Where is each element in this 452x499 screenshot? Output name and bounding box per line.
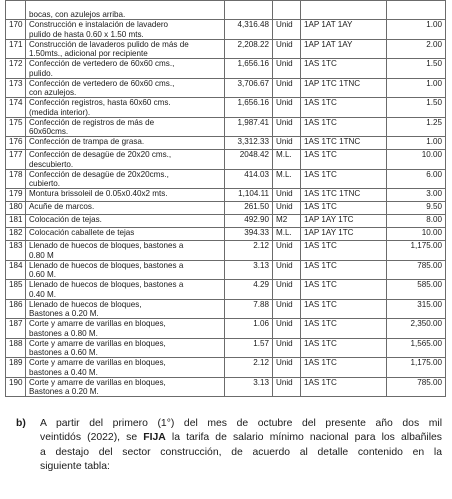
unit-price-cell: 1,987.41 bbox=[225, 117, 273, 137]
table-row bbox=[6, 358, 446, 378]
unit-cell: Unid bbox=[273, 59, 301, 79]
description-cell bbox=[26, 319, 225, 339]
unit-cell: M.L. bbox=[273, 150, 301, 170]
description-line: 60x60cms. bbox=[29, 127, 69, 137]
description-line: Confección de desagüe de 20x20cms., bbox=[29, 169, 169, 179]
table-row bbox=[6, 241, 446, 261]
quantity-cell: 9.50 bbox=[387, 202, 446, 215]
table-row bbox=[6, 338, 446, 358]
unit-cell: Unid bbox=[273, 260, 301, 280]
table-row bbox=[6, 280, 446, 300]
description-line: Corte y amarre de varillas en bloques, bbox=[29, 358, 166, 368]
description-cell bbox=[26, 1, 225, 20]
table-row bbox=[6, 202, 446, 215]
table-row bbox=[6, 20, 446, 40]
quantity-cell: 3.00 bbox=[387, 189, 446, 202]
unit-price-cell: 2.12 bbox=[225, 241, 273, 261]
quantity-cell: 315.00 bbox=[387, 299, 446, 319]
item-number-cell bbox=[6, 1, 26, 20]
paragraph-line-4: siguiente tabla: bbox=[40, 461, 110, 473]
labor-code-cell: 1AS 1TC bbox=[301, 260, 387, 280]
unit-price-cell: 1.57 bbox=[225, 338, 273, 358]
item-number-cell: 188 bbox=[6, 338, 26, 358]
description-cell bbox=[26, 260, 225, 280]
labor-code-cell: 1AS 1TC 1TNC bbox=[301, 137, 387, 150]
description-line: bastones a 0.80 M. bbox=[29, 328, 98, 338]
item-number-cell: 184 bbox=[6, 260, 26, 280]
unit-cell: Unid bbox=[273, 39, 301, 59]
quantity-cell: 785.00 bbox=[387, 377, 446, 397]
unit-price-cell: 414.03 bbox=[225, 169, 273, 189]
description-line: Confección de desagüe de 20x20 cms., bbox=[29, 150, 172, 160]
labor-code-cell: 1AS 1TC bbox=[301, 150, 387, 170]
quantity-cell: 2.00 bbox=[387, 39, 446, 59]
description-line: Bastones a 0.20 M. bbox=[29, 387, 99, 397]
description-line: bastones a 0.60 M. bbox=[29, 348, 98, 358]
unit-cell: Unid bbox=[273, 202, 301, 215]
quantity-cell: 1,565.00 bbox=[387, 338, 446, 358]
item-number-cell: 190 bbox=[6, 377, 26, 397]
description-cell bbox=[26, 228, 225, 241]
labor-code-cell: 1AS 1TC 1TNC bbox=[301, 189, 387, 202]
unit-price-cell: 2,208.22 bbox=[225, 39, 273, 59]
description-line: Llenado de huecos de bloques, bastones a bbox=[29, 280, 184, 290]
description-line: con azulejos. bbox=[29, 88, 77, 98]
unit-cell: Unid bbox=[273, 189, 301, 202]
description-line: Confección de registros de más de bbox=[29, 117, 155, 127]
unit-cell: Unid bbox=[273, 98, 301, 118]
table-row bbox=[6, 78, 446, 98]
labor-code-cell: 1AS 1TC bbox=[301, 98, 387, 118]
description-line: Llenado de huecos de bloques, bastones a bbox=[29, 260, 184, 270]
unit-cell: Unid bbox=[273, 338, 301, 358]
unit-price-cell: 261.50 bbox=[225, 202, 273, 215]
description-cell bbox=[26, 338, 225, 358]
quantity-cell: 1.25 bbox=[387, 117, 446, 137]
description-cell bbox=[26, 202, 225, 215]
unit-cell: Unid bbox=[273, 299, 301, 319]
table-row bbox=[6, 150, 446, 170]
description-cell bbox=[26, 280, 225, 300]
description-cell bbox=[26, 59, 225, 79]
description-line: Llenado de huecos de bloques, bastones a bbox=[29, 241, 184, 251]
item-number-cell: 178 bbox=[6, 169, 26, 189]
description-line: Llenado de huecos de bloques, bbox=[29, 299, 142, 309]
quantity-cell: 785.00 bbox=[387, 260, 446, 280]
item-number-cell: 185 bbox=[6, 280, 26, 300]
price-table bbox=[5, 0, 446, 397]
labor-code-cell: 1AS 1TC bbox=[301, 319, 387, 339]
description-cell bbox=[26, 78, 225, 98]
labor-code-cell: 1AS 1TC bbox=[301, 358, 387, 378]
description-line: bastones a 0.40 M. bbox=[29, 367, 98, 377]
paragraph-b bbox=[16, 417, 442, 475]
item-number-cell: 173 bbox=[6, 78, 26, 98]
item-number-cell: 174 bbox=[6, 98, 26, 118]
quantity-cell: 1.00 bbox=[387, 137, 446, 150]
description-cell bbox=[26, 169, 225, 189]
quantity-cell: 1.50 bbox=[387, 59, 446, 79]
table-row bbox=[6, 228, 446, 241]
description-line: 0.40 M. bbox=[29, 289, 56, 299]
description-cell bbox=[26, 241, 225, 261]
description-line: Confección registros, hasta 60x60 cms. bbox=[29, 98, 171, 108]
description-cell bbox=[26, 150, 225, 170]
quantity-cell: 2,350.00 bbox=[387, 319, 446, 339]
item-number-cell: 180 bbox=[6, 202, 26, 215]
table-row bbox=[6, 39, 446, 59]
unit-price-cell: 7.88 bbox=[225, 299, 273, 319]
item-number-cell: 183 bbox=[6, 241, 26, 261]
labor-code-cell: 1AS 1TC bbox=[301, 117, 387, 137]
quantity-cell: 585.00 bbox=[387, 280, 446, 300]
unit-price-cell: 4.29 bbox=[225, 280, 273, 300]
labor-code-cell: 1AS 1TC bbox=[301, 59, 387, 79]
description-cell bbox=[26, 98, 225, 118]
description-line: Colocación caballete de tejas bbox=[29, 228, 135, 238]
table-row bbox=[6, 319, 446, 339]
description-line bbox=[29, 1, 221, 10]
table-row bbox=[6, 299, 446, 319]
description-line: descubierto. bbox=[29, 159, 74, 169]
description-line: cubierto. bbox=[29, 179, 61, 189]
item-number-cell: 179 bbox=[6, 189, 26, 202]
quantity-cell: 10.00 bbox=[387, 228, 446, 241]
description-cell bbox=[26, 377, 225, 397]
description-line: Construcción de lavaderos pulido de más de bbox=[29, 39, 189, 49]
description-line: Corte y amarre de varillas en bloques, bbox=[29, 377, 166, 387]
table-row bbox=[6, 137, 446, 150]
description-cell bbox=[26, 358, 225, 378]
unit-cell: Unid bbox=[273, 319, 301, 339]
labor-code-cell: 1AS 1TC bbox=[301, 280, 387, 300]
labor-code-cell: 1AP 1AT 1AY bbox=[301, 20, 387, 40]
description-line: Corte y amarre de varillas en bloques, bbox=[29, 319, 166, 329]
item-number-cell: 172 bbox=[6, 59, 26, 79]
unit-cell: Unid bbox=[273, 358, 301, 378]
unit-cell: M2 bbox=[273, 215, 301, 228]
description-line: Acuñe de marcos. bbox=[29, 202, 95, 212]
unit-price-cell: 1,656.16 bbox=[225, 98, 273, 118]
unit-price-cell: 3.13 bbox=[225, 260, 273, 280]
item-number-cell: 186 bbox=[6, 299, 26, 319]
quantity-cell: 1.00 bbox=[387, 78, 446, 98]
description-cell bbox=[26, 20, 225, 40]
paragraph-line-1: A partir del primero (1°) del mes de octubre del presente año dos mil bbox=[40, 418, 442, 429]
quantity-cell: 1,175.00 bbox=[387, 358, 446, 378]
description-line: 0.60 M. bbox=[29, 270, 56, 280]
quantity-cell: 1.50 bbox=[387, 98, 446, 118]
paragraph-line-2-start: veintidós (2022), se bbox=[40, 432, 144, 444]
unit-price-cell: 4,316.48 bbox=[225, 20, 273, 40]
description-line: (medida interior). bbox=[29, 107, 91, 117]
unit-cell: M.L. bbox=[273, 228, 301, 241]
labor-code-cell: 1AS 1TC bbox=[301, 241, 387, 261]
quantity-cell: 1.00 bbox=[387, 20, 446, 40]
quantity-cell bbox=[387, 1, 446, 20]
description-line: bocas, con azulejos arriba. bbox=[29, 10, 126, 20]
unit-cell: Unid bbox=[273, 280, 301, 300]
description-line: pulido. bbox=[29, 68, 53, 78]
item-number-cell: 187 bbox=[6, 319, 26, 339]
description-line: Confección de vertedero de 60x60 cms., bbox=[29, 78, 175, 88]
paragraph-line-2-end: la tarifa de salario mínimo nacional para los albañiles bbox=[165, 432, 442, 444]
labor-code-cell: 1AS 1TC bbox=[301, 169, 387, 189]
unit-cell: M.L. bbox=[273, 169, 301, 189]
table-row bbox=[6, 377, 446, 397]
description-line: Bastones a 0.20 M. bbox=[29, 309, 99, 319]
unit-price-cell: 1,104.11 bbox=[225, 189, 273, 202]
quantity-cell: 6.00 bbox=[387, 169, 446, 189]
item-number-cell: 171 bbox=[6, 39, 26, 59]
item-number-cell: 177 bbox=[6, 150, 26, 170]
item-number-cell: 170 bbox=[6, 20, 26, 40]
labor-code-cell bbox=[301, 1, 387, 20]
table-row bbox=[6, 98, 446, 118]
unit-cell: Unid bbox=[273, 78, 301, 98]
item-number-cell: 189 bbox=[6, 358, 26, 378]
paragraph-keyword-fija: FIJA bbox=[143, 432, 166, 444]
price-table-body bbox=[6, 1, 446, 397]
item-number-cell: 176 bbox=[6, 137, 26, 150]
item-number-cell: 181 bbox=[6, 215, 26, 228]
labor-code-cell: 1AP 1AY 1TC bbox=[301, 215, 387, 228]
unit-price-cell: 394.33 bbox=[225, 228, 273, 241]
unit-cell bbox=[273, 1, 301, 20]
description-line: Montura brissoleil de 0.05x0.40x2 mts. bbox=[29, 189, 168, 199]
unit-cell: Unid bbox=[273, 20, 301, 40]
labor-code-cell: 1AP 1TC 1TNC bbox=[301, 78, 387, 98]
paragraph-marker: b) bbox=[16, 418, 26, 429]
labor-code-cell: 1AS 1TC bbox=[301, 202, 387, 215]
description-cell bbox=[26, 39, 225, 59]
labor-code-cell: 1AS 1TC bbox=[301, 299, 387, 319]
description-line: Colocación de tejas. bbox=[29, 215, 102, 225]
labor-code-cell: 1AP 1AT 1AY bbox=[301, 39, 387, 59]
table-row bbox=[6, 117, 446, 137]
unit-price-cell: 2.12 bbox=[225, 358, 273, 378]
labor-code-cell: 1AS 1TC bbox=[301, 377, 387, 397]
table-row bbox=[6, 1, 446, 20]
quantity-cell: 1,175.00 bbox=[387, 241, 446, 261]
unit-price-cell: 3.13 bbox=[225, 377, 273, 397]
description-line: 0.80 M bbox=[29, 250, 54, 260]
description-cell bbox=[26, 137, 225, 150]
description-cell bbox=[26, 189, 225, 202]
paragraph-line-3: a destajo del sector construcción, de acuerdo al detalle contenido en la bbox=[40, 446, 442, 458]
table-row bbox=[6, 59, 446, 79]
unit-price-cell: 1.06 bbox=[225, 319, 273, 339]
table-row bbox=[6, 260, 446, 280]
description-line: Construcción e instalación de lavadero bbox=[29, 20, 169, 30]
description-line: 1.50mts., adicional por recipiente bbox=[29, 49, 148, 59]
unit-cell: Unid bbox=[273, 241, 301, 261]
description-cell bbox=[26, 299, 225, 319]
quantity-cell: 10.00 bbox=[387, 150, 446, 170]
unit-price-cell: 1,656.16 bbox=[225, 59, 273, 79]
description-line: Confección de vertedero de 60x60 cms., bbox=[29, 59, 175, 69]
description-cell bbox=[26, 215, 225, 228]
item-number-cell: 182 bbox=[6, 228, 26, 241]
unit-price-cell bbox=[225, 1, 273, 20]
description-line: pulido de hasta 0.60 x 1.50 mts. bbox=[29, 29, 144, 39]
item-number-cell: 175 bbox=[6, 117, 26, 137]
description-line: Corte y amarre de varillas en bloques, bbox=[29, 338, 166, 348]
unit-price-cell: 3,706.67 bbox=[225, 78, 273, 98]
table-row bbox=[6, 189, 446, 202]
unit-price-cell: 492.90 bbox=[225, 215, 273, 228]
unit-cell: Unid bbox=[273, 377, 301, 397]
labor-code-cell: 1AP 1AY 1TC bbox=[301, 228, 387, 241]
table-row bbox=[6, 169, 446, 189]
description-cell bbox=[26, 117, 225, 137]
unit-cell: Unid bbox=[273, 137, 301, 150]
table-row bbox=[6, 215, 446, 228]
description-line: Confección de trampa de grasa. bbox=[29, 137, 145, 147]
unit-price-cell: 2048.42 bbox=[225, 150, 273, 170]
paragraph-line-2 bbox=[16, 431, 442, 445]
quantity-cell: 8.00 bbox=[387, 215, 446, 228]
labor-code-cell: 1AS 1TC bbox=[301, 338, 387, 358]
unit-cell: Unid bbox=[273, 117, 301, 137]
unit-price-cell: 3,312.33 bbox=[225, 137, 273, 150]
